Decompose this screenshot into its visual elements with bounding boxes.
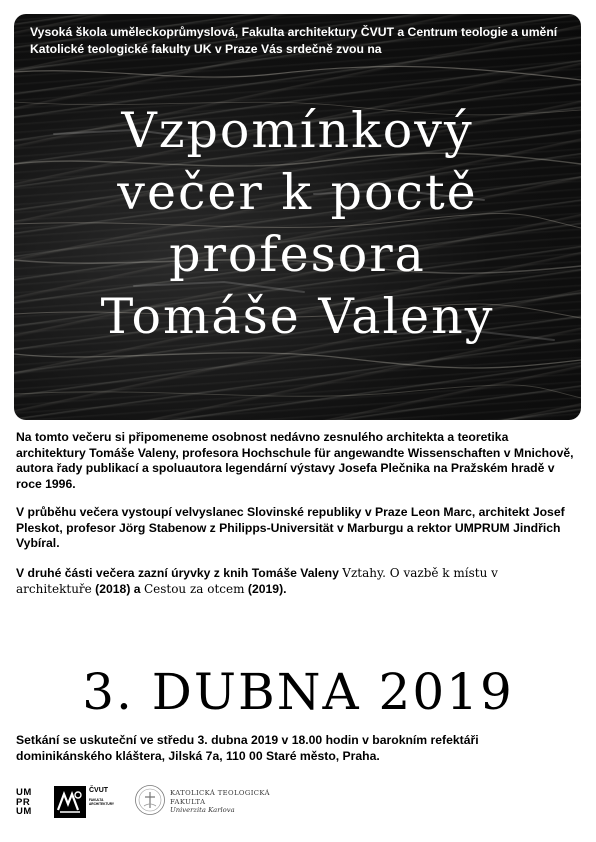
cvut-name: ČVUT [89,787,109,794]
readings-text-b: (2018) a [91,581,144,596]
umprum-logo-line: UM [16,787,32,798]
cvut-emblem-icon [54,786,86,818]
event-title [14,100,581,348]
book-title-vztahy: Vztahy. O vazbě k místu v architektuře [16,566,498,596]
umprum-logo-line: UM [16,806,32,817]
readings-text-c: (2019). [244,581,287,596]
readings-text-a: V druhé části večera zazní úryvky z knih Tomáše Valeny [16,566,343,580]
title-line-4: Tomáše Valeny [100,288,495,345]
ktf-logo [134,784,304,820]
paragraph-about: Na tomto večeru si připomeneme osobnost nedávno zesnulého architekta a teoretika architektury Tomáše Valeny, profesora Hochschule für angewandte Wissenschaften v Mnichově, autora řady publikací a spoluautora legendární výstavy Josefa Plečnika na Pražském hradě v roce 1996. [16,430,574,491]
ktf-university: Univerzita Karlova [170,806,235,814]
event-date: 3. DUBNA 2019 [82,663,514,721]
event-venue: Setkání se uskuteční ve středu 3. dubna 2019 v 18.00 hodin v barokním refektáři dominikánského kláštera, Jilská 7a, 110 00 Staré město, Praha. [16,733,479,763]
title-line-2: večer k poctě [117,164,478,221]
umprum-logo-line: PR [16,796,31,808]
ktf-line: KATOLICKÁ TEOLOGICKÁ [170,789,270,797]
title-line-1: Vzpomínkový [121,102,474,159]
book-title-cestou: Cestou za otcem [143,581,245,596]
cvut-logo [54,786,116,818]
invitation-intro: Vysoká škola uměleckoprůmyslová, Fakulta architektury ČVUT a Centrum teologie a umění Katolické teologické fakulty UK v Praze Vás srdečně zvou na [30,25,558,56]
ktf-line: FAKULTA [170,797,206,806]
ktf-seal-icon [134,784,166,816]
title-line-3: profesora [169,226,426,283]
paragraph-speakers: V průběhu večera vystoupí velvyslanec Slovinské republiky v Praze Leon Marc, architekt Josef Pleskot, profesor Jörg Stabenow z Philipps-Universität v Marburgu a rektor UMPRUM Jindřich Vybíral. [16,505,565,550]
paragraph-readings [16,566,576,597]
cvut-faculty: FAKULTA ARCHITEKTURY [89,798,115,806]
umprum-logo [16,788,40,817]
ktf-name [170,789,310,815]
